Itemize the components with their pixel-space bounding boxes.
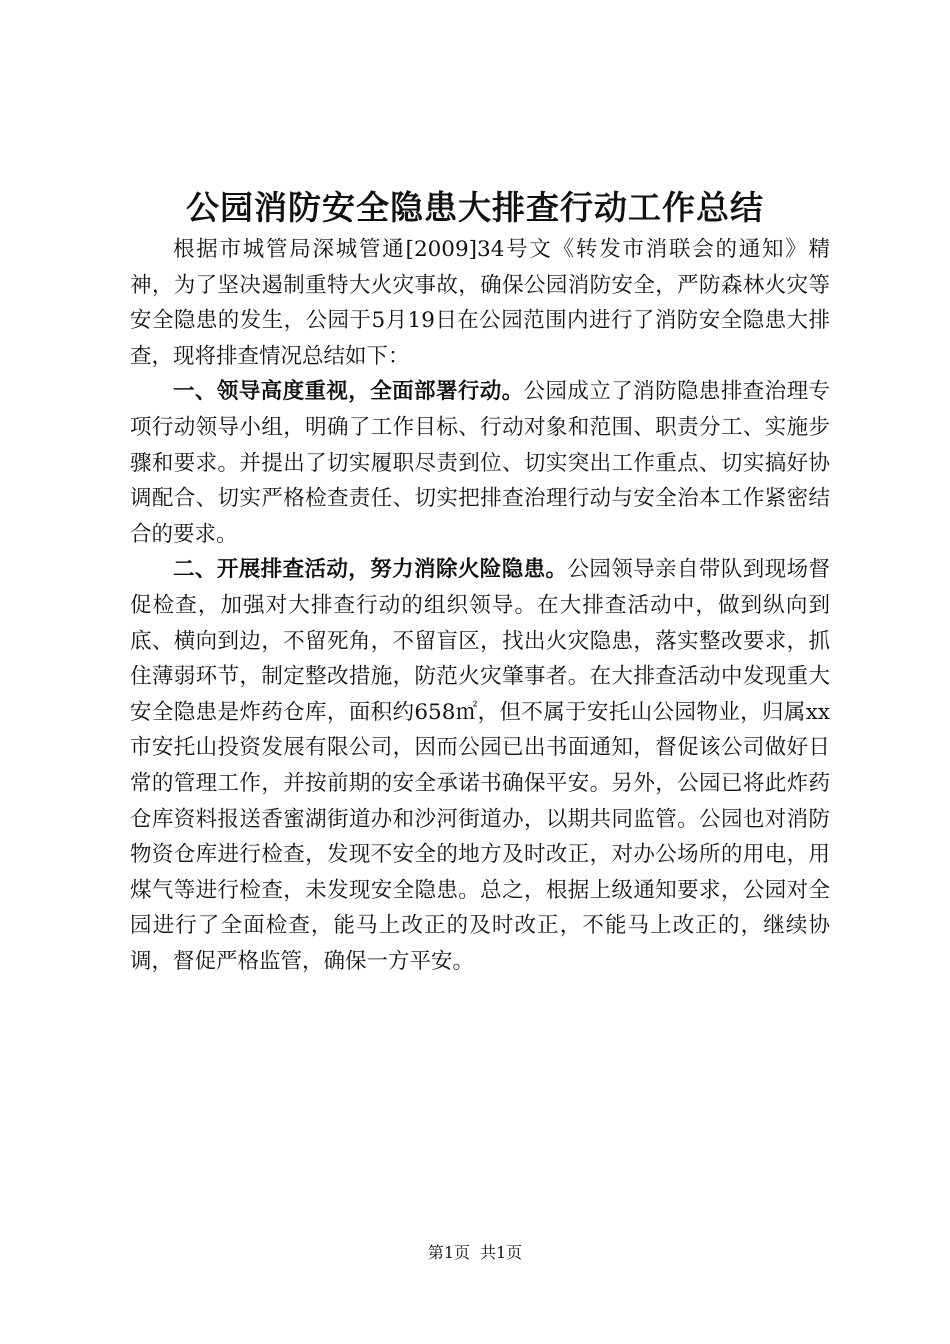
paragraph-intro: [130, 232, 830, 374]
paragraph-section-2: [130, 552, 830, 979]
document-title: 公园消防安全隐患大排查行动工作总结: [186, 188, 764, 227]
section-1-text: 公园成立了消防隐患排查治理专项行动领导小组，明确了工作目标、行动对象和范围、职责分工、实施步骤和要求。并提出了切实履职尽责到位、切实突出工作重点、切实搞好协调配合、切实严格检查责任、切实把排查治理行动与安全治本工作紧密结合的要求。: [130, 379, 830, 547]
page-number: 第1页: [427, 1243, 470, 1262]
section-2-text: 公园领导亲自带队到现场督促检查，加强对大排查行动的组织领导。在大排查活动中，做到纵向到底、横向到边，不留死角，不留盲区，找出火灾隐患，落实整改要求，抓住薄弱环节，制定整改措施，防范火灾肇事者。在大排查活动中发现重大安全隐患是炸药仓库，面积约658㎡，但不属于安托山公园物业，归属xx市安托山投资发展有限公司，因而公园已出书面通知，督促该公司做好日常的管理工作，并按前期的安全承诺书确保平安。另外，公园已将此炸药仓库资料报送香蜜湖街道办和沙河街道办，以期共同监管。公园也对消防物资仓库进行检查，发现不安全的地方及时改正，对办公场所的用电，用煤气等进行检查，未发现安全隐患。总之，根据上级通知要求，公园对全园进行了全面检查，能马上改正的及时改正，不能马上改正的，继续协调，督促严格监管，确保一方平安。: [130, 557, 830, 974]
paragraph-section-1: [130, 374, 830, 552]
section-1-heading: 一、领导高度重视，全面部署行动。: [173, 379, 524, 405]
document-body: [130, 232, 830, 979]
page-footer: [0, 1241, 950, 1265]
paragraph-intro-text: 根据市城管局深城管通[2009]34号文《转发市消联会的通知》精神，为了坚决遏制重特大火灾事故，确保公园消防安全，严防森林火灾等安全隐患的发生，公园于5月19日在公园范围内进行了消防安全隐患大排查，现将排查情况总结如下：: [130, 237, 830, 369]
section-2-heading: 二、开展排查活动，努力消除火险隐患。: [173, 557, 568, 583]
page-total: 共1页: [480, 1243, 523, 1262]
